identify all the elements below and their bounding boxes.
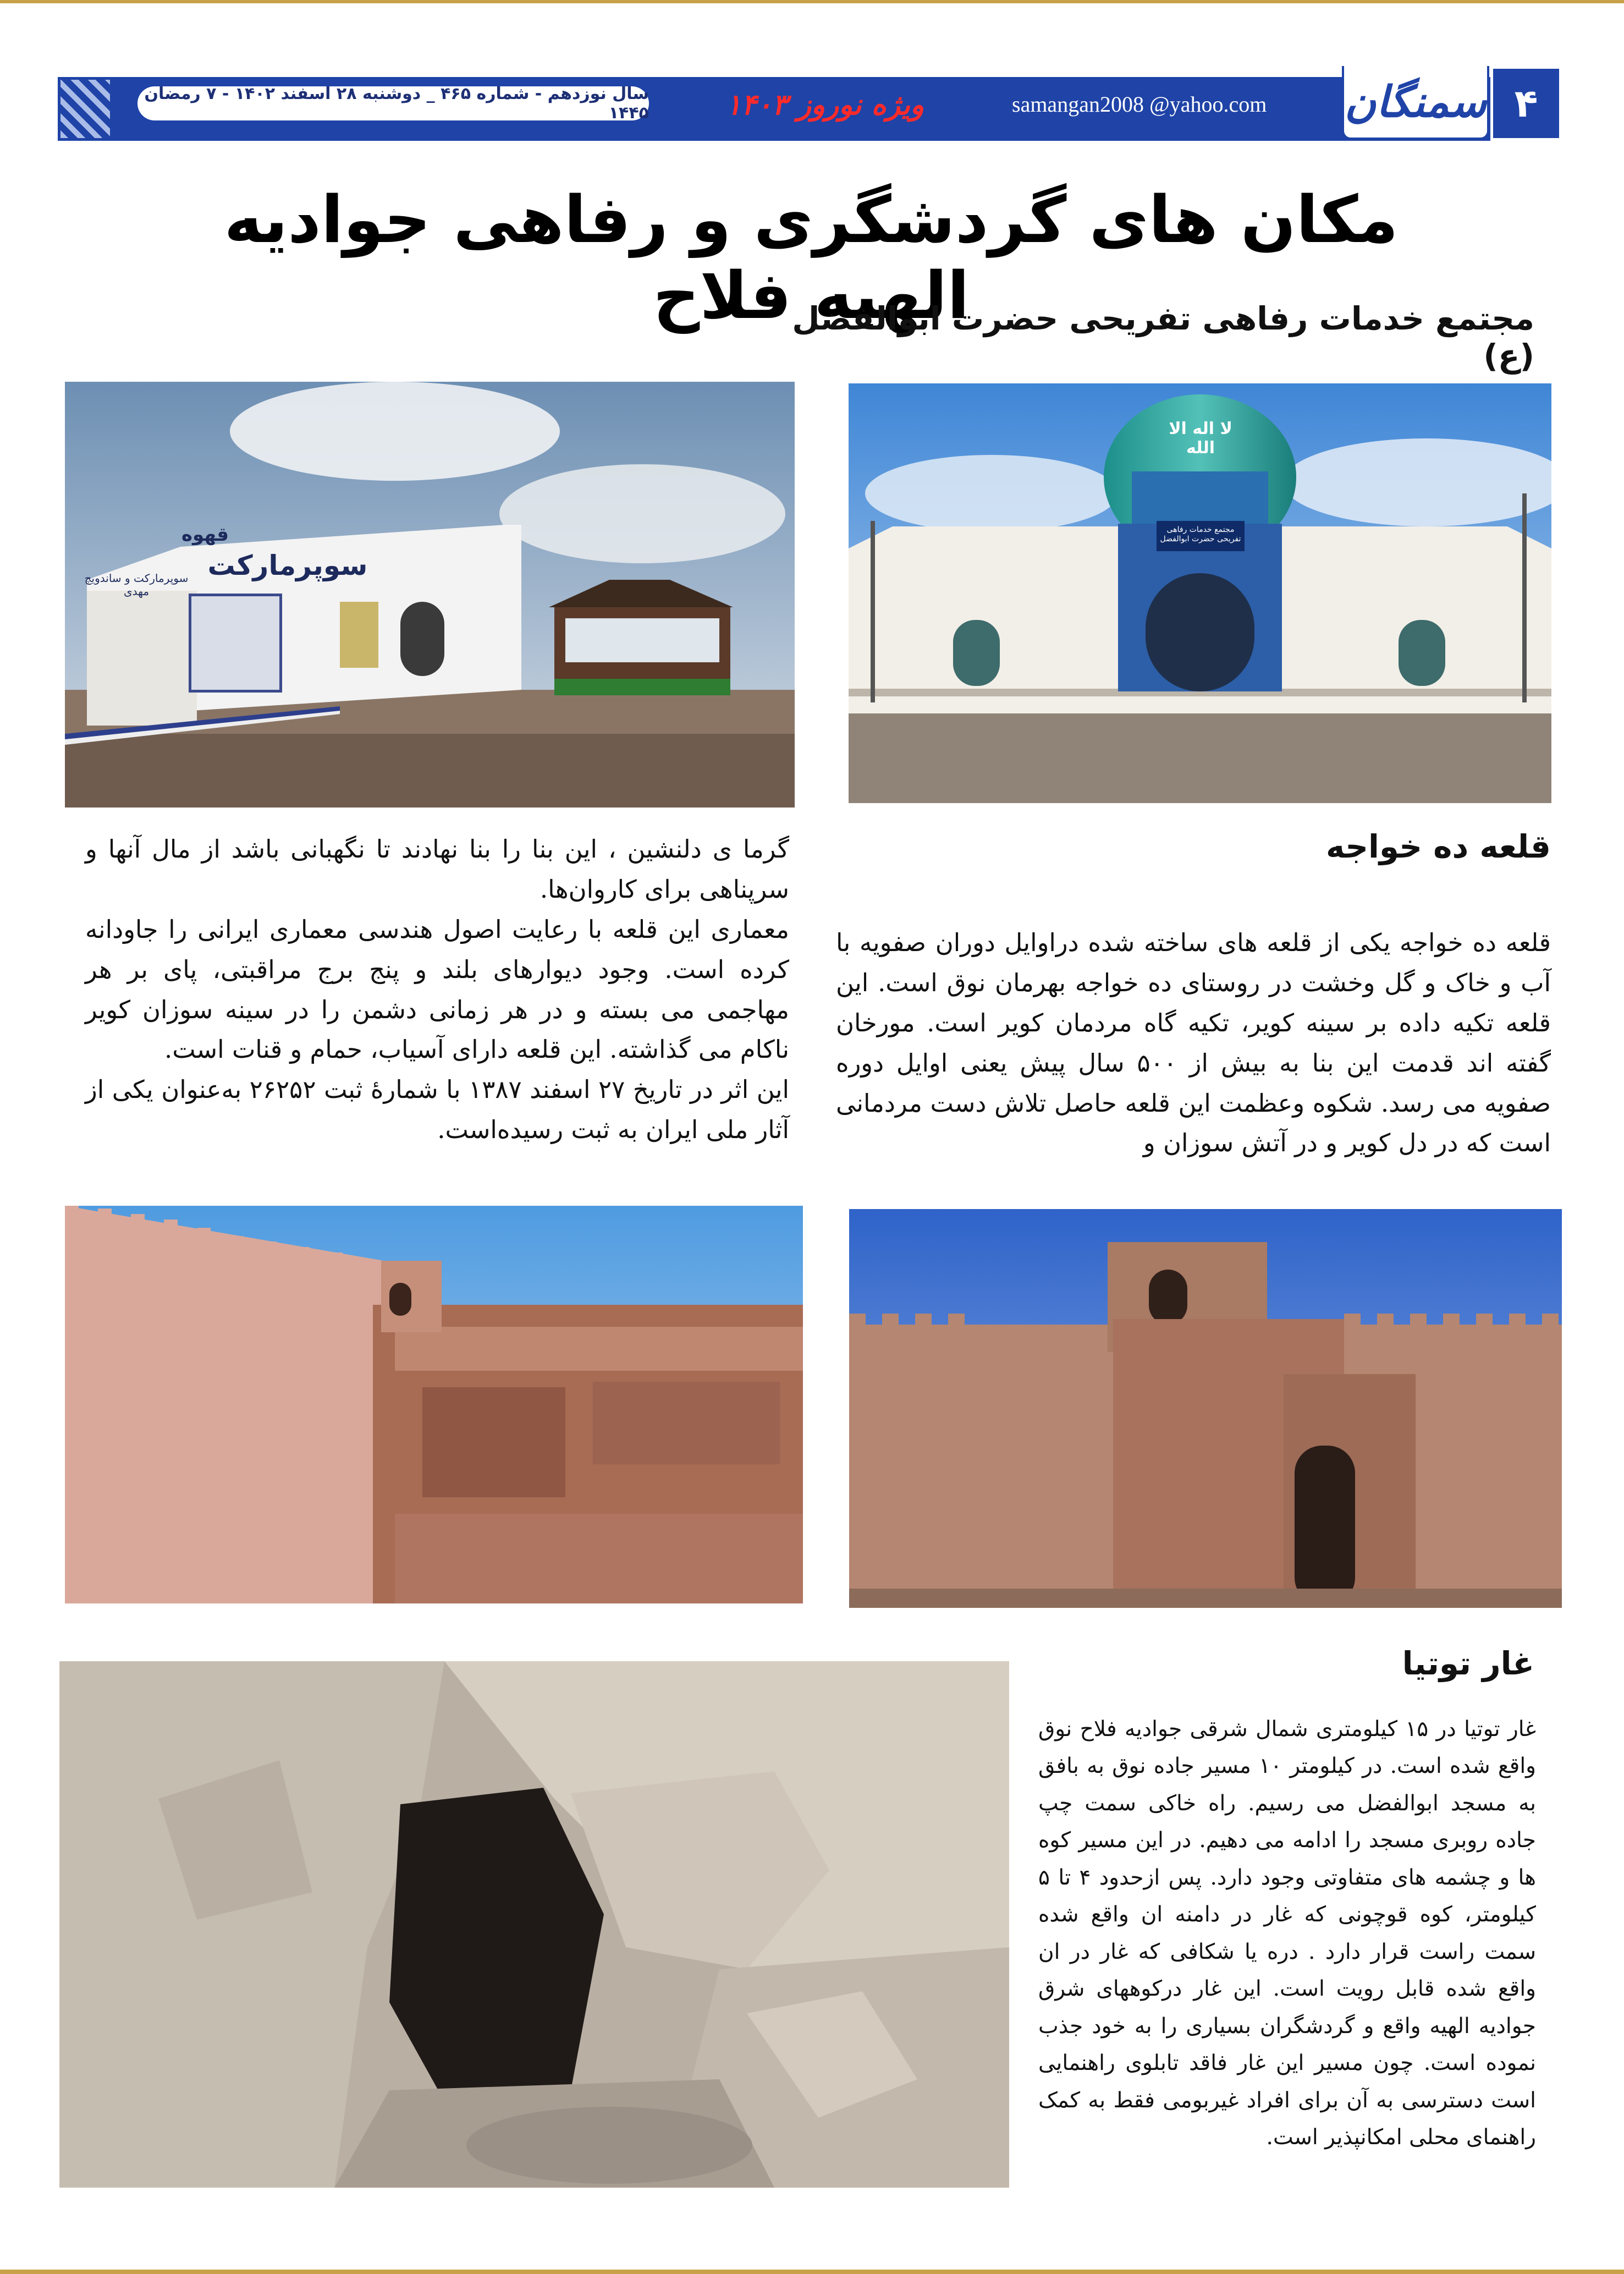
special-edition-label: ویژه نوروز ۱۴۰۳ [725, 88, 924, 122]
mosque-plaque: مجتمع خدمات رفاهی تفریحی حضرت ابوالفضل [1160, 525, 1241, 543]
dome-inscription: لا اله الا الله [1169, 419, 1232, 458]
bottom-rule [0, 2270, 1624, 2274]
qaleh-paragraph: قلعه ده خواجه یکی از قلعه های ساخته شده دراوایل دوران صفویه با آب و خاک و گل وخشت در روستای ده خواجه بهرمان نوق است. این قلعه تکیه داده بر سینه کویر، تکیه گاه مردمان کویر است. مورخان گفته اند قدمت این بنا به بیش از ۵۰۰ سال پیش یعنی اوایل دوره صفویه می رسد. شکوه وعظمت این قلعه حاصل تلاش دست مردمانی است که در دل کویر و در آتش سوزان و [836, 928, 1551, 1158]
photo-supermarket [65, 382, 795, 808]
qaleh-paragraph-3: این اثر در تاریخ ۲۷ اسفند ۱۳۸۷ با شمارهٔ ثبت ۲۶۲۵۲ به‌عنوان یکی از آثار ملی ایران به ثبت رسیده‌است. [85, 1075, 790, 1145]
email-address: samangan2008 @yahoo.com [1012, 92, 1267, 117]
qaleh-paragraph-2: معماری این قلعه با رعایت اصول هندسی معماری ایرانی را جاودانه کرده است. وجود دیوارهای بلند و پنج برج مراقبتی، پای بر هر مهاجمی می بسته و در هر زمانی دشمن را در سینه سوزان کویر ناکام می گذاشته. این قلعه دارای آسیاب، حمام و قنات است. [85, 914, 789, 1064]
heading-ghar: غار توتیا [1402, 1645, 1534, 1682]
main-title: مکان های گردشگری و رفاهی جوادیه الهیه فلاح [224, 182, 1399, 333]
photo-cave [59, 1661, 1009, 2188]
qaleh-paragraph-1: گرما ی دلنشین ، این بنا را بنا نهادند تا نگهبانی باشد از مال آنها و سرپناهی برای کاروان‌ها. [85, 834, 789, 904]
heading-qaleh: قلعه ده خواجه [1326, 828, 1551, 865]
photo-fort-gate [849, 1209, 1562, 1608]
sign-supermarket: سوپرمارکت [207, 550, 368, 581]
sign-sandwich: سوپرمارکت و ساندویچ مهدی [84, 572, 189, 598]
logo-text: سمنگان [1344, 76, 1487, 127]
ghar-column [1038, 1711, 1536, 2217]
photo-fort-ruins [65, 1206, 803, 1603]
header-stripe-decoration [60, 80, 110, 138]
newspaper-logo [1342, 66, 1489, 140]
issue-info: سال نوزدهم - شماره ۴۶۵ _ دوشنبه ۲۸ اسفند ۱۴۰۲ - ۷ رمضان ۱۴۴۵ [137, 86, 649, 120]
sign-qahveh: قهوه [181, 524, 229, 546]
qaleh-left-column [85, 830, 789, 1182]
subtitle: مجتمع خدمات رفاهی تفریحی حضرت ابوالفضل (ع) [792, 300, 1534, 375]
qaleh-right-column [836, 923, 1551, 1198]
top-rule [0, 0, 1624, 3]
page-number: ۴ [1490, 66, 1562, 141]
ghar-paragraph: غار توتیا در ۱۵ کیلومتری شمال شرقی جوادیه فلاح نوق واقع شده است. در کیلومتر ۱۰ مسیر جاده نوق به بافق به مسجد ابوالفضل می رسیم. راه خاکی سمت چپ جاده روبری مسجد را ادامه می دهیم. در این مسیر کوه ها و چشمه های متفاوتی وجود دارد. پس ازحدود ۴ تا ۵ کیلومتر، کوه قوچونی که غار در دامنه ان واقع شده سمت راست قرار دارد . دره یا شکافی که غار در ان واقع شده قابل رویت است. این غار درکوههای شرق جوادیه الهیه واقع و گردشگران بسیاری را به خود جذب نموده است. چون مسیر این غار فاقد تابلوی راهنمایی است دسترسی به آن برای افراد غیربومی فقط به کمک راهنمای محلی امکانپذیر است. [1038, 1717, 1537, 2150]
photo-mosque [849, 383, 1551, 803]
